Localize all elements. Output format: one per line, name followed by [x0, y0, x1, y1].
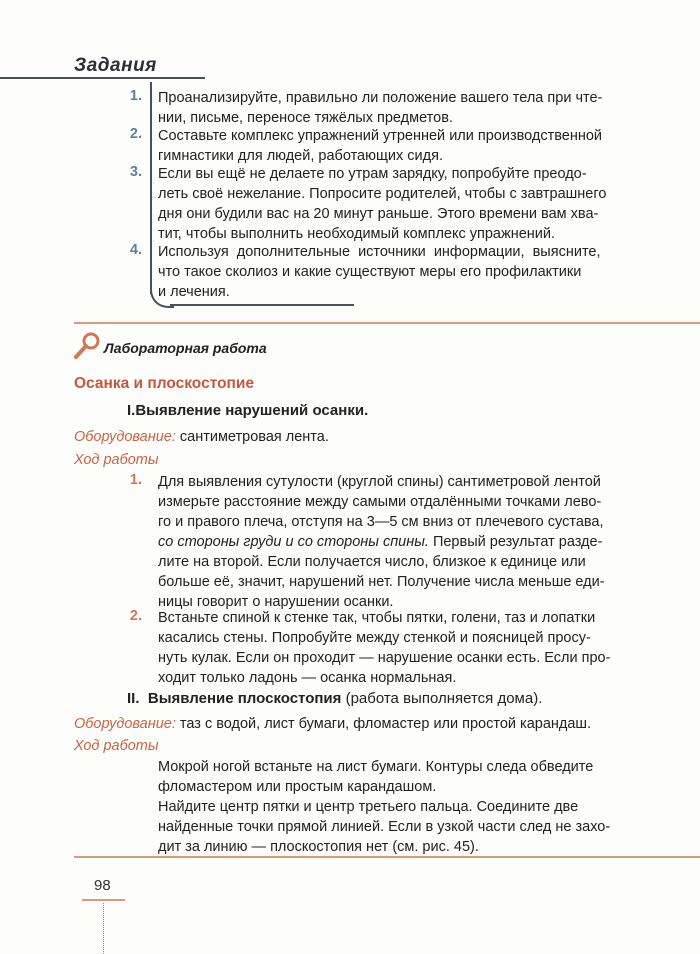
procedure-label: Ход работы: [74, 738, 159, 754]
equipment-value: таз с водой, лист бумаги, фломастер или простой карандаш.: [175, 716, 592, 732]
tasks-title: Задания: [74, 55, 157, 76]
part2-title: II. Выявление плоскостопия (работа выполняется дома).: [127, 690, 543, 707]
task-item: Проанализируйте, правильно ли положение вашего тела при чте- нии, письме, переносе тяжёлых предметов.: [158, 90, 603, 126]
equipment-value: сантиметровая лента.: [175, 429, 329, 445]
task-item: Если вы ещё не делаете по утрам зарядку, попробуйте преодо- леть своё нежелание. Попросите родителей, чтобы с завтрашнего дня они будили вас на 20 минут раньше. Этого времени вам хва- тит, чтобы выполнить необходимый комплекс упражнений.: [158, 166, 607, 242]
task-item: Составьте комплекс упражнений утренней или производственной гимнастики для людей, работающих сидя.: [158, 128, 603, 164]
page-number: 98: [94, 877, 111, 894]
part2-procedure: Мокрой ногой встаньте на лист бумаги. Контуры следа обведите фломастером или простым карандашом. Найдите центр пятки и центр третьего пальца. Соедините две найденные точки прямой линией. Если в узкой части след не захо- дит за линию — плоскостопия нет (см. рис. 45).: [158, 759, 611, 855]
lab-step: Для выявления сутулости (круглой спины) сантиметровой лентой измерьте расстояние между самыми отдалёнными точками лево- го и правого плеча, отступя на 3—5 см вниз от плечевого сустава, со стороны груди и со стороны спины. Первый результат разде- лите на второй. Если получается число, близкое к единице или больше её, значит, нарушений нет. Получение числа меньше еди- ницы говорит о нарушении осанки.: [158, 474, 605, 610]
tasks-vertical-rule: [150, 82, 152, 294]
task-item: Используя дополнительные источники информации, выясните, что такое сколиоз и какие существуют меры его профилактики и лечения.: [158, 244, 601, 300]
task-number: 1.: [129, 88, 142, 104]
page-number-rule: [82, 899, 125, 901]
lab-step: Встаньте спиной к стенке так, чтобы пятки, голени, таз и лопатки касались стены. Попробуйте между стенкой и поясницей просу- нуть кулак. Если он проходит — нарушение осанки есть. Если про- ходит только ладонь — осанка нормальная.: [158, 610, 611, 686]
task-number: 4.: [129, 242, 142, 258]
section-divider: [74, 322, 700, 324]
section-divider: [74, 856, 700, 858]
part1-equipment: [74, 428, 329, 446]
equipment-label: Оборудование:: [74, 429, 176, 445]
part1-title: I.Выявление нарушений осанки.: [127, 402, 369, 419]
tasks-title-underline: [0, 77, 205, 79]
part2-equipment: [74, 715, 591, 733]
task-number: 2.: [129, 126, 142, 142]
step-number: 2.: [129, 608, 142, 624]
lab-header: Лабораторная работа: [104, 340, 267, 356]
step-number: 1.: [129, 472, 142, 488]
equipment-label: Оборудование:: [74, 716, 176, 732]
magnifier-icon: [72, 331, 102, 361]
section-title: Осанка и плоскостопие: [74, 375, 255, 392]
margin-dotted-line: [103, 903, 104, 954]
task-number: 3.: [129, 164, 142, 180]
procedure-label: Ход работы: [74, 452, 159, 468]
tasks-bottom-rule: [170, 304, 354, 306]
